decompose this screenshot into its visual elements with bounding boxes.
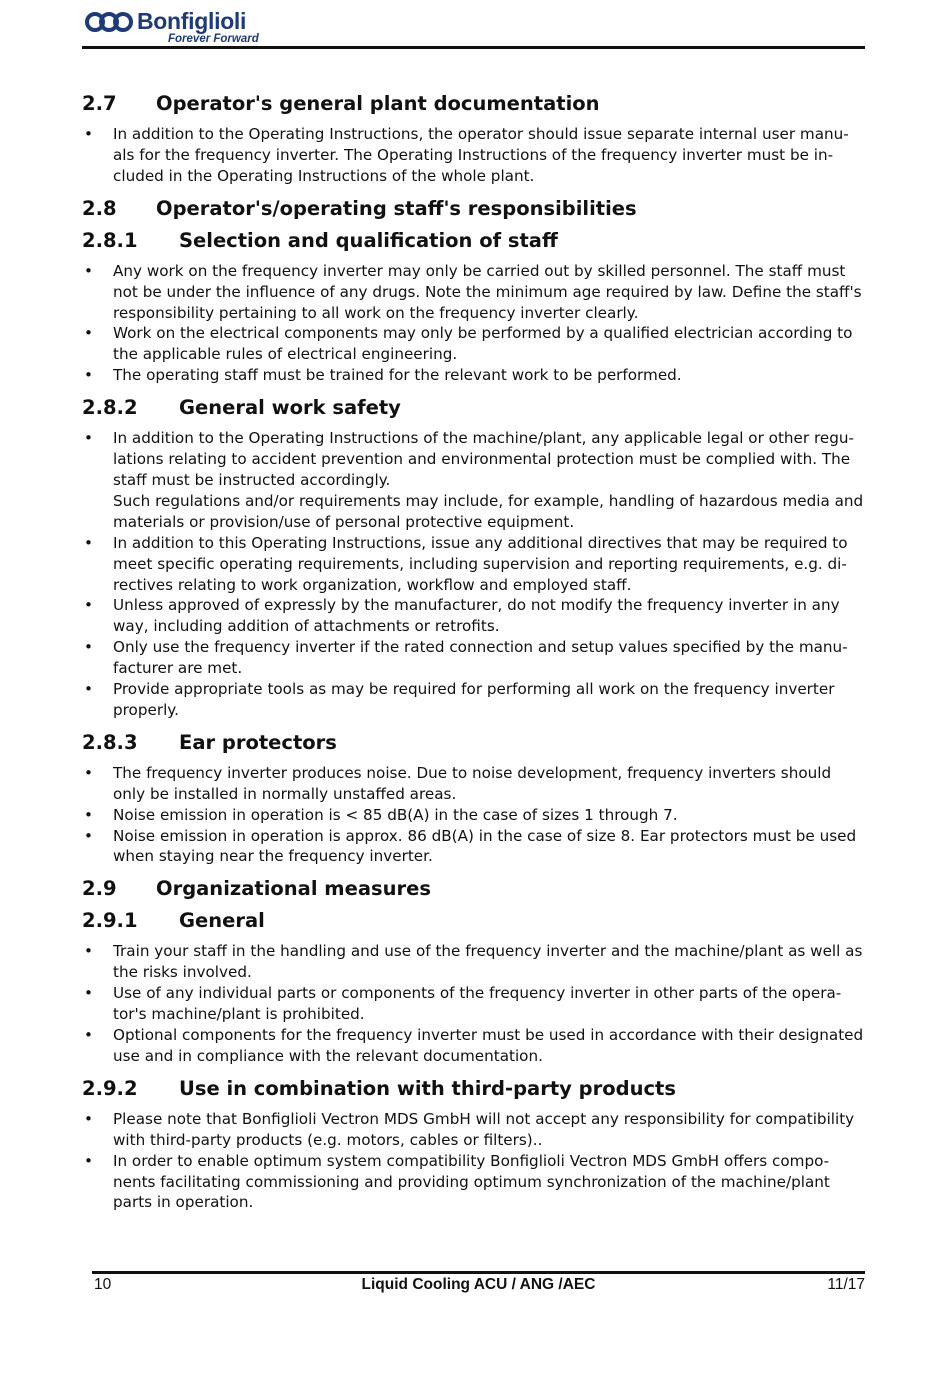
- section-heading-2-8-3: [82, 729, 867, 757]
- section-title: Organizational measures: [156, 877, 431, 901]
- bullet-list-2-8-1: [82, 261, 867, 386]
- section-heading-2-8: [82, 195, 867, 223]
- bullet-icon: •: [84, 805, 93, 824]
- list-item: [82, 805, 867, 826]
- list-item: [82, 533, 867, 596]
- bullet-icon: •: [84, 763, 93, 782]
- section-number: 2.9: [82, 877, 117, 901]
- list-item: [82, 637, 867, 679]
- bullet-icon: •: [84, 680, 93, 699]
- section-title: Selection and qualification of staff: [179, 228, 558, 252]
- bullet-icon: •: [84, 324, 93, 343]
- section-number: 2.7: [82, 92, 117, 115]
- section-heading-2-9-2: [82, 1075, 867, 1103]
- bullet-icon: •: [84, 638, 93, 657]
- footer-divider: [92, 1271, 865, 1274]
- list-item: [82, 365, 867, 386]
- list-item: [82, 1151, 867, 1214]
- list-item-text: Noise emission in operation is < 85 dB(A) in the case of sizes 1 through 7.: [113, 805, 678, 824]
- list-item-text: The operating staff must be trained for the relevant work to be performed.: [113, 366, 682, 385]
- list-item-text: Only use the frequency inverter if the rated connection and setup values specified by the manu-facturer are met.: [113, 638, 848, 678]
- footer-date: 11/17: [827, 1276, 865, 1293]
- list-item-text: Provide appropriate tools as may be required for performing all work on the frequency inverter properly.: [113, 680, 835, 719]
- bullet-icon: •: [84, 1109, 93, 1128]
- list-item: [82, 941, 867, 983]
- section-heading-2-9: [82, 875, 867, 903]
- section-heading-2-8-2: [82, 394, 867, 422]
- footer-title: Liquid Cooling ACU / ANG /AEC: [361, 1276, 596, 1293]
- section-number: 2.8: [82, 196, 117, 220]
- section-number: 2.9.2: [82, 1076, 138, 1100]
- section-title: Ear protectors: [179, 730, 337, 754]
- list-item: [82, 983, 867, 1025]
- list-item: [82, 1025, 867, 1067]
- page-footer: [92, 1276, 865, 1298]
- bullet-icon: •: [84, 826, 93, 845]
- section-number: 2.9.1: [82, 909, 138, 933]
- list-item-text: In order to enable optimum system compatibility Bonfiglioli Vectron MDS GmbH offers compo-nents facilitating commissioning and providing optimum synchronization of the machine/plant parts in operation.: [113, 1151, 830, 1212]
- list-item-text: Work on the electrical components may only be performed by a qualified electrician according to the applicable rules of electrical engineering.: [113, 324, 853, 364]
- list-item: [82, 679, 867, 721]
- section-number: 2.8.3: [82, 730, 138, 754]
- bullet-icon: •: [84, 942, 93, 961]
- brand-name: Bonfiglioli: [137, 8, 247, 34]
- list-item: [82, 1109, 867, 1151]
- bullet-icon: •: [84, 533, 93, 552]
- section-heading-2-7: [82, 90, 867, 118]
- section-number: 2.8.1: [82, 228, 138, 252]
- bullet-icon: •: [84, 1026, 93, 1044]
- list-item: [82, 428, 867, 533]
- section-title: Operator's/operating staff's responsibilities: [156, 196, 637, 220]
- section-heading-2-8-1: [82, 227, 867, 255]
- list-item: [82, 124, 867, 187]
- brand-tagline: Forever Forward: [168, 33, 259, 45]
- list-item: [82, 323, 867, 365]
- bullet-icon: •: [84, 984, 93, 1003]
- section-title: General work safety: [179, 396, 401, 420]
- list-item-text: Please note that Bonfiglioli Vectron MDS GmbH will not accept any responsibility for compatibility with third-party products (e.g. motors, cables or filters)..: [113, 1109, 855, 1149]
- bullet-icon: •: [84, 125, 93, 143]
- bullet-list-2-9-1: [82, 941, 867, 1066]
- bonfiglioli-logo-icon: [84, 11, 134, 33]
- header-divider: [82, 46, 865, 49]
- bullet-list-2-8-3: [82, 763, 867, 868]
- list-item: [82, 595, 867, 637]
- list-item-text: The frequency inverter produces noise. Due to noise development, frequency inverters should only be installed in normally unstaffed areas.: [113, 763, 832, 803]
- page-header: [82, 6, 865, 50]
- section-title: Use in combination with third-party products: [179, 1076, 676, 1100]
- bullet-icon: •: [84, 366, 93, 385]
- bullet-icon: •: [84, 596, 93, 615]
- list-item-text: Use of any individual parts or components of the frequency inverter in other parts of the opera-tor's machine/plant is prohibited.: [113, 984, 842, 1024]
- list-item: [82, 763, 867, 805]
- list-item-text: Train your staff in the handling and use of the frequency inverter and the machine/plant as well as the risks involved.: [113, 942, 863, 982]
- bullet-list-2-9-2: [82, 1109, 867, 1214]
- bullet-icon: •: [84, 1151, 93, 1170]
- bullet-icon: •: [84, 261, 93, 280]
- document-body: [82, 90, 867, 1213]
- list-item-text: Unless approved of expressly by the manufacturer, do not modify the frequency inverter in any way, including addition of attachments or retrofits.: [113, 596, 840, 636]
- bullet-list-2-7: [82, 124, 867, 187]
- list-item-text: In addition to the Operating Instructions of the machine/plant, any applicable legal or other regu-lations relating to accident prevention and environmental protection must be complied with. The staff must be instructed accordingly.: [113, 429, 854, 489]
- section-number: 2.8.2: [82, 396, 138, 420]
- list-item-text: Noise emission in operation is approx. 86 dB(A) in the case of size 8. Ear protectors must be used when staying near the frequency inverter.: [113, 826, 857, 866]
- list-item-text: Optional components for the frequency inverter must be used in accordance with their designated use and in compliance with the relevant documentation.: [113, 1026, 864, 1065]
- bullet-icon: •: [84, 429, 93, 448]
- page-number: 10: [94, 1276, 112, 1293]
- list-item-text: In addition to this Operating Instructions, issue any additional directives that may be required to meet specific operating requirements, including supervision and reporting requirements, e.g. di-rectives relating to work organization, workflow and employed staff.: [113, 533, 848, 594]
- section-title: Operator's general plant documentation: [156, 92, 600, 115]
- list-item-text: Any work on the frequency inverter may only be carried out by skilled personnel. The staff must not be under the influence of any drugs. Note the minimum age required by law. Define the staff's responsibility pertaining to all work on the frequency inverter clearly.: [113, 261, 862, 322]
- bullet-list-2-8-2: [82, 428, 867, 721]
- list-item: [82, 261, 867, 324]
- list-item-text: Such regulations and/or requirements may include, for example, handling of hazardous media and materials or provision/use of personal protective equipment.: [113, 491, 864, 531]
- list-item-text: In addition to the Operating Instructions, the operator should issue separate internal user manu-als for the frequency inverter. The Operating Instructions of the frequency inverter must be in-cluded in the Operating Instructions of the whole plant.: [113, 125, 849, 185]
- section-heading-2-9-1: [82, 907, 867, 935]
- list-item: [82, 826, 867, 868]
- section-title: General: [179, 909, 265, 933]
